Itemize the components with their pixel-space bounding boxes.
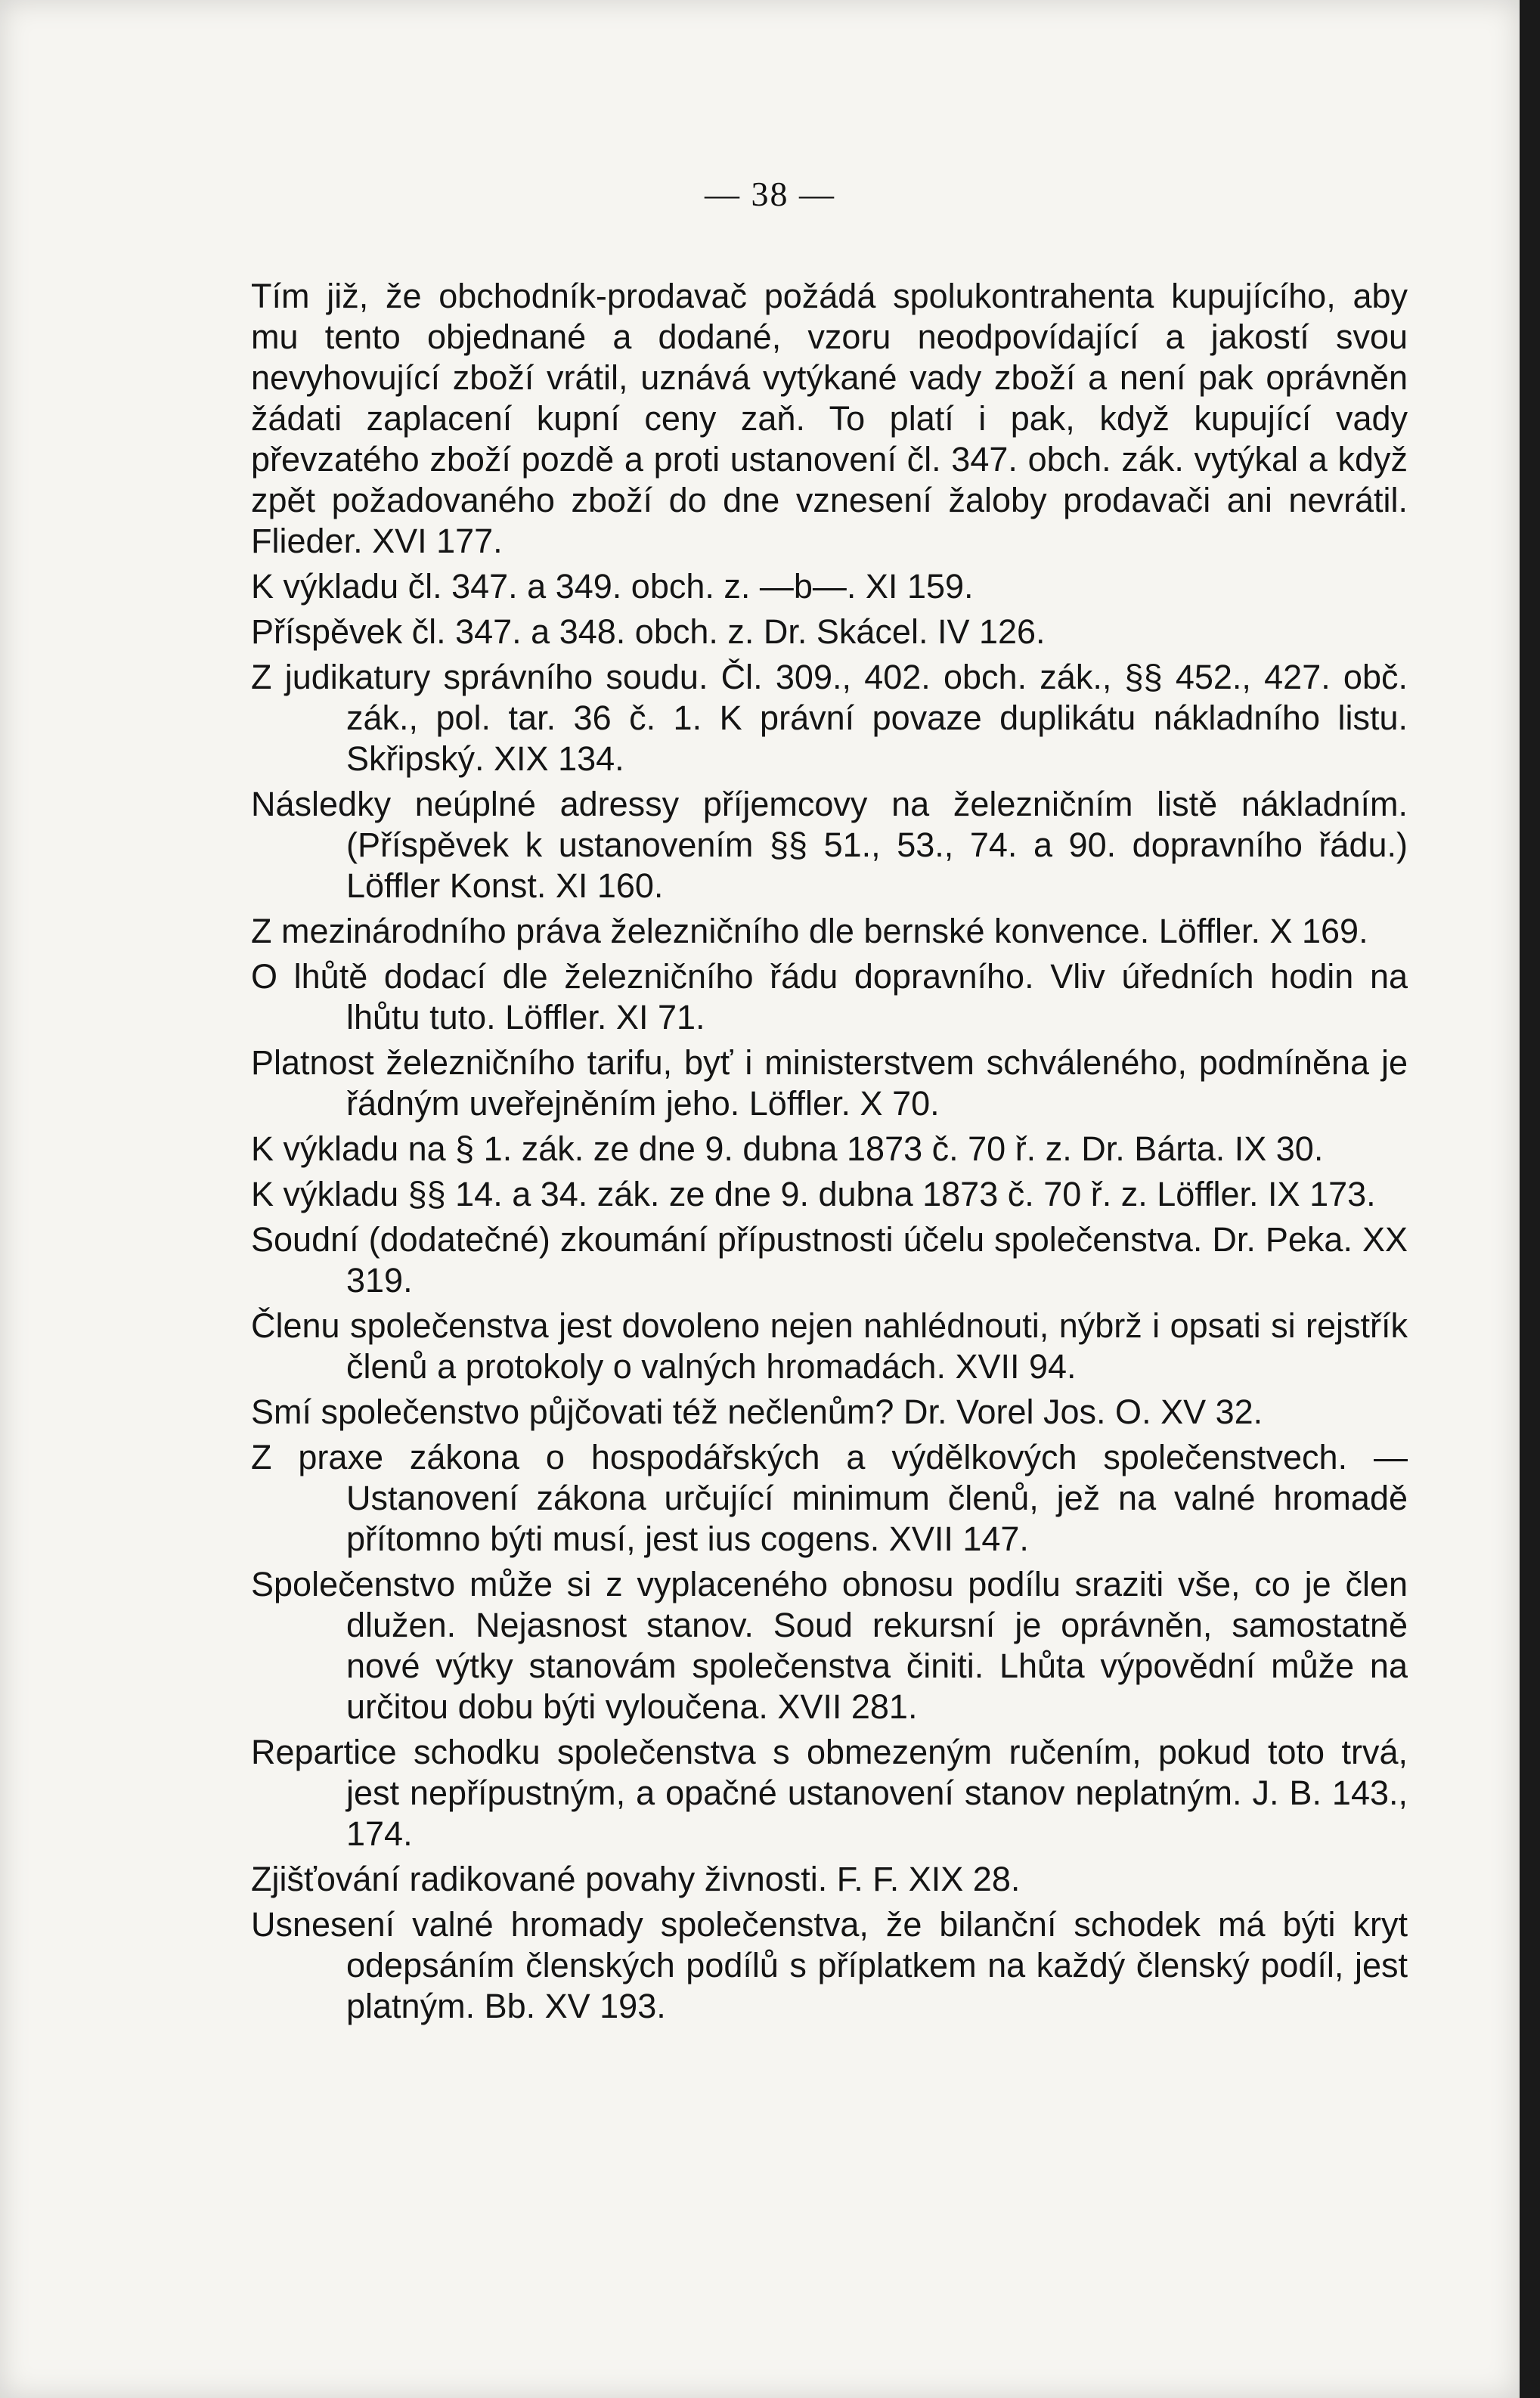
list-item: Platnost železničního tarifu, byť i ministerstvem schváleného, podmíněna je řádným uveřejněním jeho. Löffler. X 70.: [251, 1043, 1408, 1123]
list-item: Z judikatury správního soudu. Čl. 309., 402. obch. zák., §§ 452., 427. obč. zák., pol. tar. 36 č. 1. K právní povaze duplikátu nákladního listu. Skřipský. XIX 134.: [251, 658, 1408, 778]
list-item: Členu společenstva jest dovoleno nejen nahlédnouti, nýbrž i opsati si rejstřík členů a protokoly o valných hromadách. XVII 94.: [251, 1306, 1408, 1386]
list-item: Příspěvek čl. 347. a 348. obch. z. Dr. Skácel. IV 126.: [251, 612, 1046, 651]
page-number: — 38 —: [705, 175, 835, 213]
list-item: K výkladu na § 1. zák. ze dne 9. dubna 1873 č. 70 ř. z. Dr. Bárta. IX 30.: [251, 1129, 1324, 1168]
bibliography-list: [251, 276, 1408, 2031]
list-item: Zjišťování radikované povahy živnosti. F. F. XIX 28.: [251, 1860, 1021, 1898]
list-item: Následky neúplné adressy příjemcovy na železničním listě nákladním. (Příspěvek k ustanovením §§ 51., 53., 74. a 90. dopravního řádu.) Löffler Konst. XI 160.: [251, 785, 1408, 905]
list-item: K výkladu §§ 14. a 34. zák. ze dne 9. dubna 1873 č. 70 ř. z. Löffler. IX 173.: [251, 1175, 1376, 1213]
list-item: Z praxe zákona o hospodářských a výdělkových společenstvech. — Ustanovení zákona určující minimum členů, jež na valné hromadě přítomno býti musí, jest ius cogens. XVII 147.: [251, 1438, 1408, 1558]
list-item: K výkladu čl. 347. a 349. obch. z. —b—. XI 159.: [251, 567, 974, 606]
list-item: Usnesení valné hromady společenstva, že bilanční schodek má býti kryt odepsáním členských podílů s příplatkem na každý členský podíl, jest platným. Bb. XV 193.: [251, 1905, 1408, 2025]
list-item: Repartice schodku společenstva s obmezeným ručením, pokud toto trvá, jest nepřípustným, a opačné ustanovení stanov neplatným. J. B. 143., 174.: [251, 1733, 1408, 1853]
list-item: Tím již, že obchodník-prodavač požádá spolukontrahenta kupujícího, aby mu tento objednané a dodané, vzoru neodpovídající a jakostí svou nevyhovující zboží vrátil, uznává vytýkané vady zboží a není pak oprávněn žádati zaplacení kupní ceny zaň. To platí i pak, když kupující vady převzatého zboží pozdě a proti ustanovení čl. 347. obch. zák. vytýkal a když zpět požadovaného zboží do dne vznesení žaloby prodavači ani nevrátil. Flieder. XVI 177.: [251, 277, 1408, 560]
list-item: Soudní (dodatečné) zkoumání přípustnosti účelu společenstva. Dr. Peka. XX 319.: [251, 1220, 1408, 1300]
list-item: Z mezinárodního práva železničního dle bernské konvence. Löffler. X 169.: [251, 912, 1368, 950]
list-item: O lhůtě dodací dle železničního řádu dopravního. Vliv úředních hodin na lhůtu tuto. Löffler. XI 71.: [251, 957, 1408, 1036]
list-item: Společenstvo může si z vyplaceného obnosu podílu sraziti vše, co je člen dlužen. Nejasnost stanov. Soud rekursní je oprávněn, samostatně nové výtky stanovám společenstva činiti. Lhůta výpovědní může na určitou dobu býti vyloučena. XVII 281.: [251, 1565, 1408, 1726]
list-item: Smí společenstvo půjčovati též nečlenům? Dr. Vorel Jos. O. XV 32.: [251, 1393, 1263, 1431]
